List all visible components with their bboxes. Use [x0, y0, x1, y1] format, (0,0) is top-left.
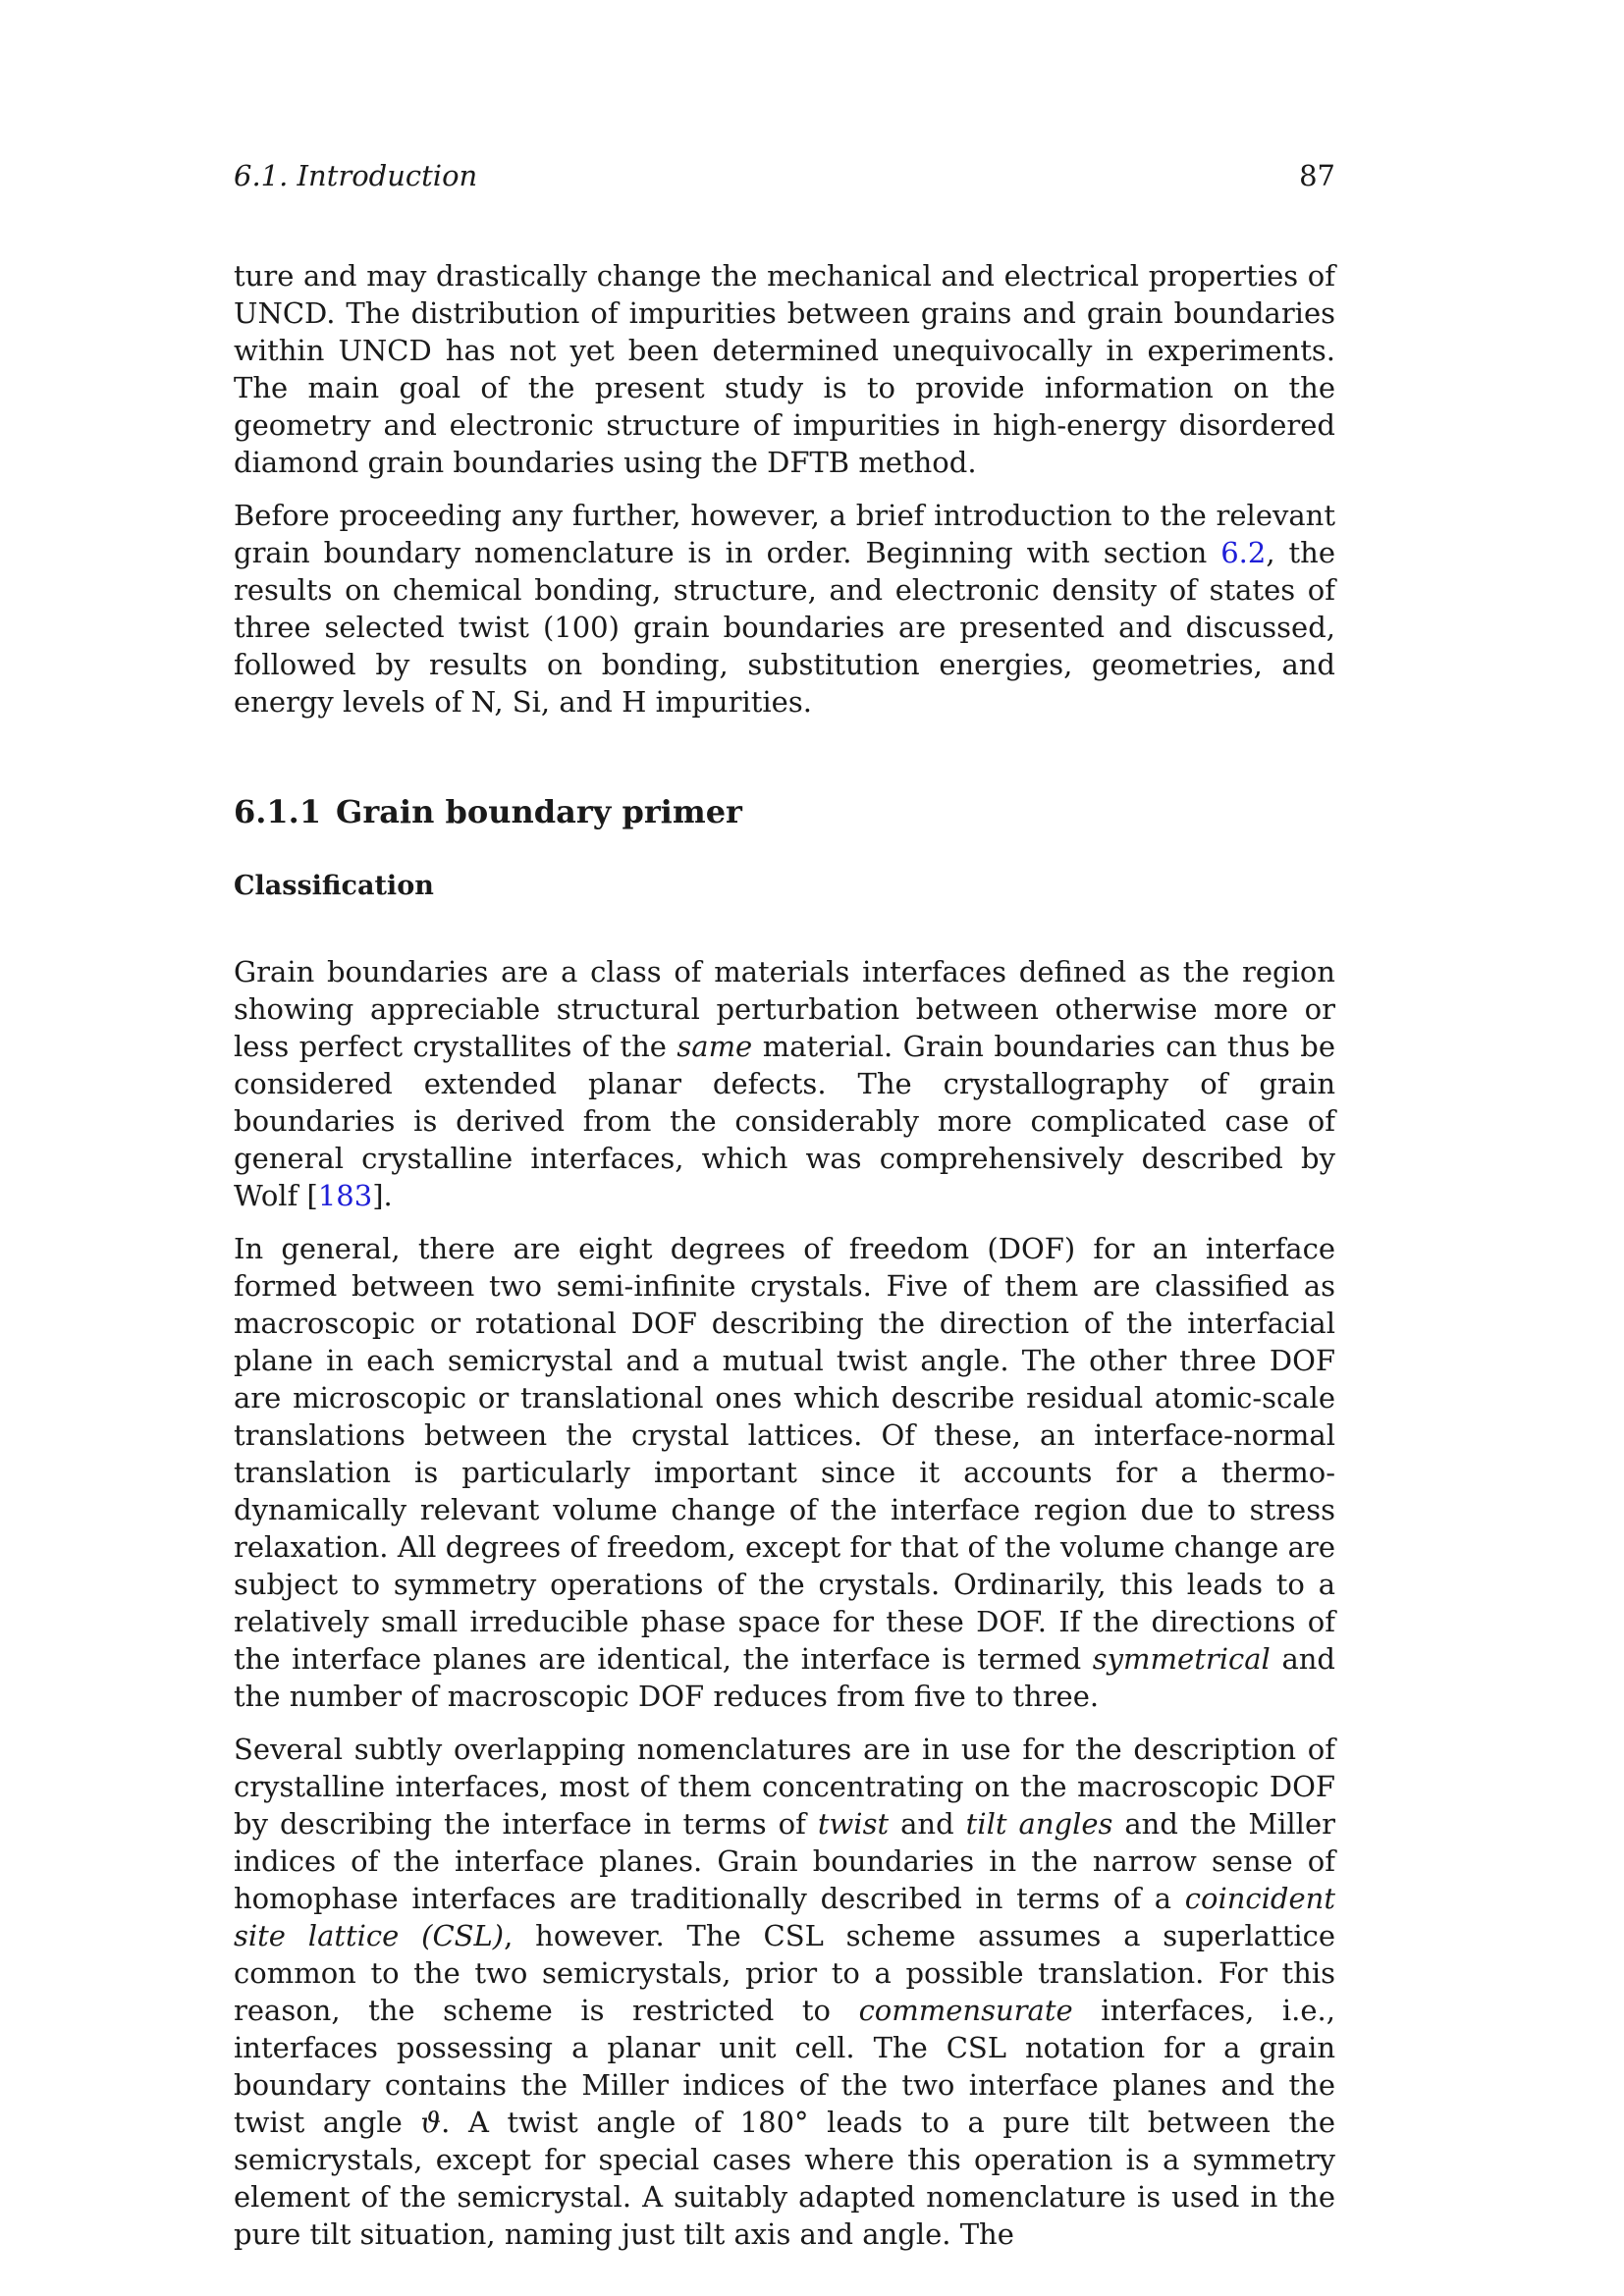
paragraph-3 — [234, 953, 1335, 1214]
paragraph-5-emphasis-csl: coincident site lattice (CSL) — [234, 1882, 1335, 1952]
paragraph-5-text-c: and the Miller indices of the interface planes. Grain boundaries in the narrow sense of homophase interfaces are traditionally described in terms of a — [234, 1807, 1335, 1915]
paragraph-2-text-a: Before proceeding any further, however, a brief introduction to the relevant grain boundary nomenclature is in order. Beginning with section — [234, 499, 1335, 569]
subsection-number: 6.1.1 — [234, 793, 322, 830]
paragraph-3-text-a: Grain boundaries are a class of materials interfaces defined as the region showing appreciable structural perturbation between otherwise more or less perfect crystallites of the — [234, 955, 1335, 1063]
subsection-heading — [234, 790, 1335, 833]
paragraph-5-emphasis-twist: twist — [817, 1807, 890, 1841]
paragraph-3-emphasis: same — [677, 1030, 753, 1063]
running-header-section: 6.1. Introduction — [234, 159, 478, 192]
body-text — [234, 257, 1335, 2269]
paragraph-2 — [234, 497, 1335, 721]
paragraph-5-text-d: , however. The CSL scheme assumes a superlattice common to the two semicrystals, prior to a possible translation. For this reason, the scheme is restricted to — [234, 1919, 1335, 2027]
paragraph-3-text-b: material. Grain boundaries can thus be considered extended planar defects. The crystallography of grain boundaries is derived from the considerably more complicated case of general crystalline interfaces, which was comprehensively described by Wolf [ — [234, 1030, 1336, 1212]
paragraph-5 — [234, 1731, 1335, 2253]
paragraph-5-text-f: . A twist angle of 180° leads to a pure tilt between the semicrystals, except for special cases where this operation is a symmetry element of the semicrystal. A suitably adapted nomenclature is used in the pure tilt situation, naming just tilt axis and angle. The — [234, 2106, 1335, 2251]
section-link[interactable]: 6.2 — [1220, 536, 1267, 569]
paragraph-4-emphasis: symmetrical — [1092, 1642, 1271, 1676]
paragraph-4 — [234, 1230, 1335, 1715]
page-number: 87 — [1299, 159, 1335, 192]
paragraph-5-text-a: Several subtly overlapping nomenclatures are in use for the description of crystalline interfaces, most of them concentrating on the macroscopic DOF by describing the interface in terms of — [234, 1733, 1335, 1841]
running-header — [234, 159, 1335, 198]
paragraph-4-text-b: and the number of macroscopic DOF reduces from five to three. — [234, 1642, 1335, 1713]
paragraph-heading: Classification — [234, 871, 434, 901]
paragraph-4-text-a: In general, there are eight degrees of freedom (DOF) for an interface formed between two semi-infinite crystals. Five of them are classified as macroscopic or rotational DOF describing the direction of the interfacial plane in each semicrystal and a mutual twist angle. The other three DOF are microscopic or translational ones which describe residual atomic-scale translations between the crystal lattices. Of these, an interface-normal translation is particularly important since it accounts for a thermodynamically relevant volume change of the interface region due to stress relaxation. All degrees of freedom, except for that of the volume change are subject to symmetry operations of the crystals. Ordinarily, this leads to a relatively small irreducible phase space for these DOF. If the directions of the interface planes are identical, the interface is termed — [234, 1232, 1335, 1676]
paragraph-5-emphasis-theta: ϑ — [420, 2106, 442, 2139]
subsection-title: Grain boundary primer — [336, 793, 742, 830]
paragraph-5-text-e: interfaces, i.e., interfaces possessing a planar unit cell. The CSL notation for a grain boundary contains the Miller indices of the two interface planes and the twist angle — [234, 1994, 1335, 2139]
paragraph-5-text-b: and — [889, 1807, 966, 1841]
paragraph-1-text: ture and may drastically change the mechanical and electrical properties of UNCD. The distribution of impurities between grains and grain boundaries within UNCD has not yet been determined unequivocally in experiments. The main goal of the present study is to provide information on the geometry and electronic structure of impurities in high-energy disordered diamond grain boundaries using the DFTB method. — [234, 259, 1335, 479]
citation-link[interactable]: 183 — [317, 1179, 373, 1212]
paragraph-1 — [234, 257, 1335, 481]
paragraph-5-emphasis-commensurate: commensurate — [858, 1994, 1073, 2027]
paragraph-2-text-b: , the results on chemical bonding, structure, and electronic density of states of three selected twist (100) grain boundaries are presented and discussed, followed by results on bonding, substitution energies, geometries, and energy levels of N, Si, and H impurities. — [234, 536, 1335, 719]
paragraph-3-text-c: ]. — [372, 1179, 393, 1212]
paragraph-5-emphasis-tilt: tilt angles — [965, 1807, 1113, 1841]
